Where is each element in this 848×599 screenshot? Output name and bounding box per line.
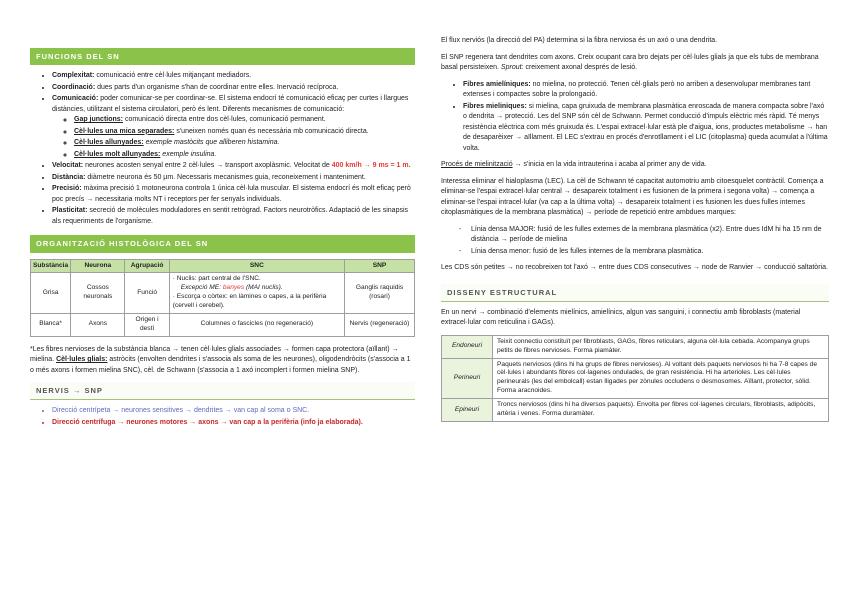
list-item: • Direcció centrípeta → neurones sensitives → dendrites → van cap al soma o SNC. xyxy=(52,406,415,417)
paragraph: El SNP regenera tant dendrites com axons. Creix ocupant cara bro dejats per cèl·lules glials ja que els tubs de membrana basal persisteixen. Sprout: creixement axonal després de lesió. xyxy=(441,53,819,71)
tissue-table xyxy=(441,335,829,422)
list-item: • Fibres amielíniques: no mielina, no protecció. Tenen cèl·glials però no arriben a desenvolupar membranes tant extenses i compactes sobre la prolongació. xyxy=(463,80,829,101)
table-cell-label: Epineuri xyxy=(442,399,493,422)
table-header: Neurona xyxy=(71,259,125,273)
table-cell: Blanca* xyxy=(31,313,71,336)
list-item: - Línia densa MAJOR: fusió de les fulles externes de la membrana plasmàtica (x2). Entre dues IdM hi ha 15 nm de distància → període de mielina xyxy=(471,225,829,246)
list-item: • Direcció centrífuga → neurones motores → axons → van cap a la perifèria (info ja elaborada). xyxy=(52,418,415,429)
table-cell: Nervis (regeneració) xyxy=(345,313,415,336)
list-item: • Comunicació: poder comunicar-se per coordinar-se. El sistema endocrí té comunicació eficaç per curtes i llargues distàncies, utilitzant el sistema circulatori, però és lent. Diferents mecanismes de comunicació: ◦ Gap junctions: comunicació directa entre dos cèl·lules, comunicació permanent. ◦ Cèl·lules una mica separades: s'uneixen només quan és necessària mb comunicació directa. ◦ Cèl·lules allunyades: exemple mastòcits que alliberen histamina. ◦ Cèl·lules molt allunyades: exemple insulina. xyxy=(52,94,415,160)
left-column xyxy=(30,0,415,429)
table-cell: Grisa xyxy=(31,273,71,314)
list-item: ◦ Cèl·lules una mica separades: s'uneixen només quan és necessària mb comunicació directa. xyxy=(74,127,415,138)
table-header-row xyxy=(31,259,415,273)
list-item: • Plasticitat: secreció de molècules moduladores en sentit retrògrad. Factors neurotròfics. Adaptació de les sinapsis als requeriments de l'organisme. xyxy=(52,206,415,227)
histology-table xyxy=(30,259,415,337)
table-row xyxy=(442,335,829,358)
table-cell-snc: · Nuclis: part central de l'SNC. Excepció ME: banyes (MAI nuclis). · Escorça o còrtex: en làmines o capes, a la perifèria (cervell i cerebel). xyxy=(169,273,344,314)
table-cell: Teixit connectiu constituït per fibroblasts, GAGs, fibres reticulars, alguna cèl·lula cebada. Acompanya grups petits de fibres nervioses. Forma piamàter. xyxy=(493,335,829,358)
glia-note: *Les fibres nervioses de la substància blanca → tenen cèl·lules glials associades → formen capa protectora (aïllant) → mielina. Cèl·lules glials: astròcits (envolten dendrites i s'associa als soma de les neurones), oligodendròcits (s'associa a 1 o més axons i formen mielina SNC), cèl. de Schwann (s'associa a 1 axó incomplert i formen mielina SNP). xyxy=(30,345,411,374)
table-row xyxy=(442,358,829,399)
table-header: Agrupació xyxy=(125,259,169,273)
table-row xyxy=(442,399,829,422)
list-item: ◦ Cèl·lules allunyades: exemple mastòcits que alliberen histamina. xyxy=(74,138,415,149)
list-item: • Distància: diàmetre neurona és 50 µm. Necessaris mecanismes guia, reconeixement i manteniment. xyxy=(52,173,415,184)
density-lines-list xyxy=(441,225,829,258)
table-header: Substància xyxy=(31,259,71,273)
paragraph: Les CDS són petites → no recobreixen tot l'axó → entre dues CDS consecutives → node de Ranvier → conducció saltatòria. xyxy=(441,264,828,271)
communication-sublist xyxy=(52,115,415,160)
paragraph: Interessa eliminar el hialoplasma (LEC). La cèl de Schwann té capacitat automotriu amb citoesquelet contràctil. Comença a eliminar-se l'espai extracel·lular central → desapareix totalment i es fusionen de la primera i segona volta) → comença a eliminar-se l'espai intracel·lular (va cap a la última volta) → desapareix totalment i es fusionen les dues fulles internes citoplasmàtiques de la membrana plasmàtica) → període de repetició entre ambdues marques: xyxy=(441,177,824,216)
list-item: • Complexitat: comunicació entre cèl·lules mitjançant mediadors. xyxy=(52,71,415,82)
table-header: SNP xyxy=(345,259,415,273)
section-header-histologica: ORGANITZACIÓ HISTOLÒGICA DEL SN xyxy=(30,235,415,252)
table-cell: Troncs nerviosos (dins hi ha diversos paquets). Envolta per fibres col·lagenes circulars, fibroblasts, adipòcits, artèria i venes. Forma duramàter. xyxy=(493,399,829,422)
list-item: - Línia densa menor: fusió de les fulles internes de la membrana plasmàtica. xyxy=(471,247,829,258)
right-column xyxy=(441,0,829,422)
table-header: SNC xyxy=(169,259,344,273)
list-item: ◦ Gap junctions: comunicació directa entre dos cèl·lules, comunicació permanent. xyxy=(74,115,415,126)
list-item: • Precisió: màxima precisió 1 motoneurona controla 1 única cèl·lula muscular. El sistema endocrí és molt eficaç però poc precís → necessitaria molts NT i receptors per fer senyals individuals. xyxy=(52,184,415,205)
list-item: • Fibres mieliniques: si mielina, capa gruixuda de membrana plasmàtica enroscada de manera compacta sobre l'axó o dendrita → protecció. Les del SNP són cèl de Schwann. Permet conducció d'impuls elèctric més ràpid. Té menys resistència elèctrica com més gruixuda és. L'espai extracel·lular està ple d'aigua, ions, productes metabolisme → han de desaparèixer → aïllament. El LEC s'extrau en procés d'enrotllament i el LIC (citoplasma) queda acumulat a l'última volta. xyxy=(463,102,829,155)
section-header-nervis: NERVIS → SNP xyxy=(30,382,415,400)
section-header-funcions: FUNCIONS DEL SN xyxy=(30,48,415,65)
paragraph: En un nervi → combinació d'elements mielínics, amielínics, algun vas sanguini, i connectiu amb fibroblasts (material extracel·lular com reticulina i GAGs). xyxy=(441,308,801,327)
list-item: • Velocitat: neurones acosten senyal entre 2 cèl·lules → transport axoplàsmic. Velocitat de 400 km/h → 9 ms = 1 m. xyxy=(52,161,415,172)
list-item: ◦ Cèl·lules molt allunyades: exemple insulina. xyxy=(74,150,415,161)
table-row xyxy=(31,273,415,314)
section-header-disseny: DISSENY ESTRUCTURAL xyxy=(441,284,829,302)
table-cell-label: Perineuri xyxy=(442,358,493,399)
table-cell: Cossos neuronals xyxy=(71,273,125,314)
table-cell: Axons xyxy=(71,313,125,336)
paragraph: Procés de mielinització → s'inicia en la vida intrauterina i acaba al primer any de vida. xyxy=(441,161,707,168)
nervis-list xyxy=(30,406,415,428)
table-cell-label: Endoneuri xyxy=(442,335,493,358)
table-cell: Ganglis raquidis (rosari) xyxy=(345,273,415,314)
table-cell: Origen i destí xyxy=(125,313,169,336)
funcions-list xyxy=(30,71,415,227)
table-row xyxy=(31,313,415,336)
list-item: • Coordinació: dues parts d'un organisme s'han de coordinar entre elles. Inervació recíproca. xyxy=(52,83,415,94)
table-cell: Columnes o fascicles (no regeneració) xyxy=(169,313,344,336)
paragraph: El flux nerviós (la direcció del PA) determina si la fibra nerviosa és un axó o una dendrita. xyxy=(441,37,718,44)
table-cell: Paquets nerviosos (dins hi ha grups de fibres nervioses). Al voltant dels paquets nerviosos hi ha 7-8 capes de cèl·lules i abundants fibres col·lagenes ondulades, de gran resistència. Hi ha arterioles. Les cèl·lules perineurals (les del embolcall) estan lligades per zònules occludens o desmosomes. Aïllant, protector, sòlid. Forma aracnoides. xyxy=(493,358,829,399)
table-cell: Funció xyxy=(125,273,169,314)
fibres-list xyxy=(441,80,829,155)
